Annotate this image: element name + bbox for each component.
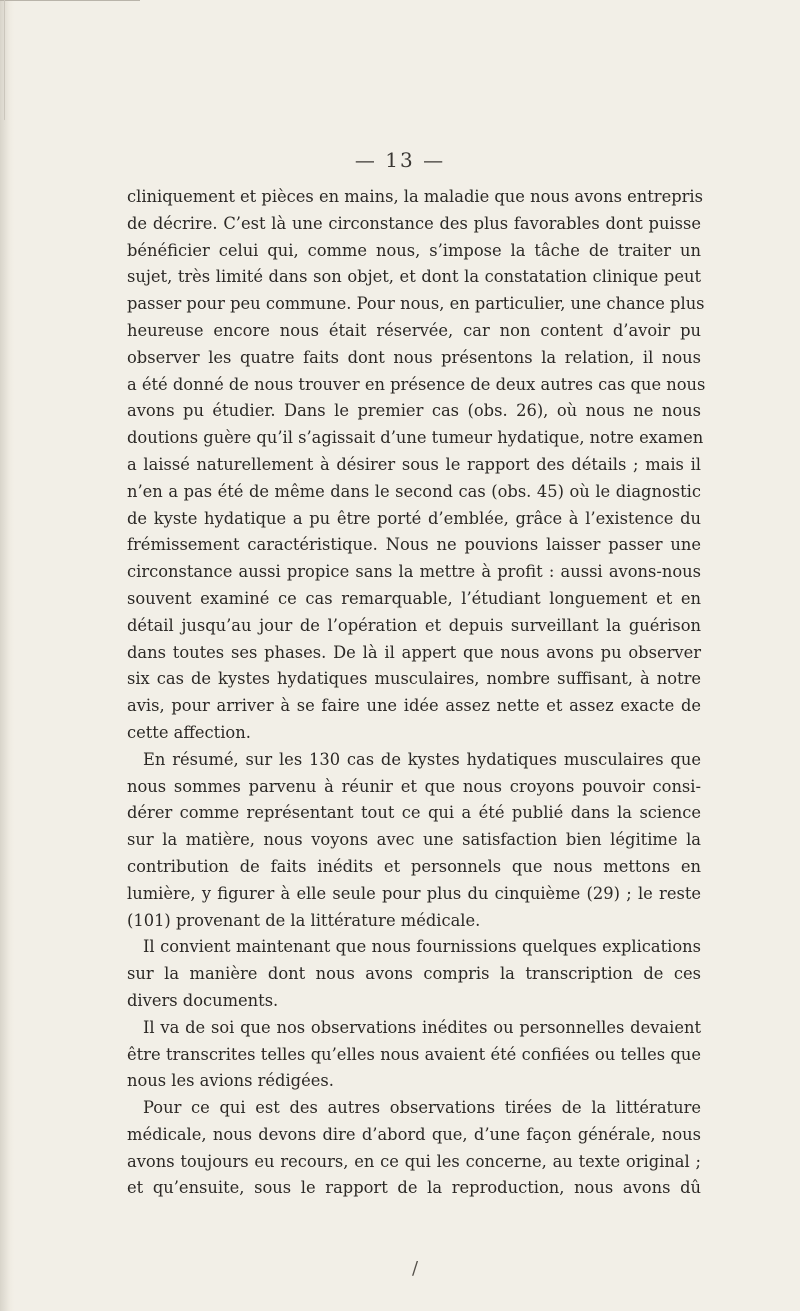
text-line: nous les avions rédigées.: [127, 1071, 334, 1091]
text-line: avons toujours eu recours, en ce qui les concerne, au texte original ;: [127, 1151, 701, 1171]
text-line: circonstance aussi propice sans la mettre à profit : aussi avons-nous: [127, 562, 701, 582]
text-line: En résumé, sur les 130 cas de kystes hydatiques musculaires que: [143, 749, 701, 769]
text-line: médicale, nous devons dire d’abord que, d’une façon générale, nous: [127, 1124, 701, 1144]
text-line: Pour ce qui est des autres observations tirées de la littérature: [143, 1098, 701, 1118]
text-line: contribution de faits inédits et personnels que nous mettons en: [127, 856, 701, 876]
text-line: n’en a pas été de même dans le second cas (obs. 45) où le diagnostic: [127, 481, 701, 501]
text-line: a été donné de nous trouver en présence de deux autres cas que nous: [127, 374, 706, 394]
text-line: de décrire. C’est là une circonstance des plus favorables dont puisse: [127, 213, 701, 233]
scan-edge-line: [4, 0, 5, 120]
text-line: observer les quatre faits dont nous présentons la relation, il nous: [127, 347, 701, 367]
text-line: avons pu étudier. Dans le premier cas (obs. 26), où nous ne nous: [127, 401, 701, 421]
text-line: Il convient maintenant que nous fournissions quelques explications: [143, 937, 701, 957]
text-line: dérer comme représentant tout ce qui a été publié dans la science: [127, 803, 701, 823]
text-line: (101) provenant de la littérature médicale.: [127, 910, 481, 930]
text-line: dans toutes ses phases. De là il appert que nous avons pu observer: [127, 642, 701, 662]
text-line: souvent examiné ce cas remarquable, l’étudiant longuement et en: [127, 588, 701, 608]
text-line: lumière, y figurer à elle seule pour plus du cinquième (29) ; le reste: [127, 883, 701, 903]
text-line: six cas de kystes hydatiques musculaires, nombre suffisant, à notre: [127, 669, 701, 689]
text-line: détail jusqu’au jour de l’opération et depuis surveillant la guérison: [127, 615, 701, 635]
footer-mark: /: [412, 1258, 419, 1279]
text-line: sur la manière dont nous avons compris la transcription de ces: [127, 964, 701, 984]
text-line: a laissé naturellement à désirer sous le rapport des détails ; mais il: [127, 454, 701, 474]
text-line: nous sommes parvenu à réunir et que nous croyons pouvoir consi-: [127, 776, 701, 796]
scan-corner-mark: [0, 0, 140, 41]
text-line: heureuse encore nous était réservée, car non content d’avoir pu: [127, 320, 701, 340]
text-line: et qu’ensuite, sous le rapport de la reproduction, nous avons dû: [127, 1178, 701, 1198]
text-line: cette affection.: [127, 722, 251, 742]
text-line: sujet, très limité dans son objet, et dont la constatation clinique peut: [127, 267, 701, 287]
text-line: sur la matière, nous voyons avec une satisfaction bien légitime la: [127, 830, 701, 850]
text-line: cliniquement et pièces en mains, la maladie que nous avons entrepris: [127, 187, 703, 206]
text-line: frémissement caractéristique. Nous ne pouvions laisser passer une: [127, 535, 701, 555]
text-line: divers documents.: [127, 990, 279, 1010]
text-line: bénéficier celui qui, comme nous, s’impose la tâche de traiter un: [127, 240, 701, 260]
scan-edge-shadow: [0, 0, 14, 1311]
text-line: être transcrites telles qu’elles nous avaient été confiées ou telles que: [127, 1044, 701, 1064]
text-line: doutions guère qu’il s’agissait d’une tumeur hydatique, notre examen: [127, 428, 704, 448]
body-text: [127, 184, 706, 1202]
page-number: — 13 —: [354, 148, 446, 172]
text-line: passer pour peu commune. Pour nous, en particulier, une chance plus: [127, 294, 705, 314]
text-line: avis, pour arriver à se faire une idée assez nette et assez exacte de: [127, 696, 701, 716]
text-line: de kyste hydatique a pu être porté d’emblée, grâce à l’existence du: [127, 508, 701, 528]
text-line: Il va de soi que nos observations inédites ou personnelles devaient: [143, 1017, 701, 1037]
